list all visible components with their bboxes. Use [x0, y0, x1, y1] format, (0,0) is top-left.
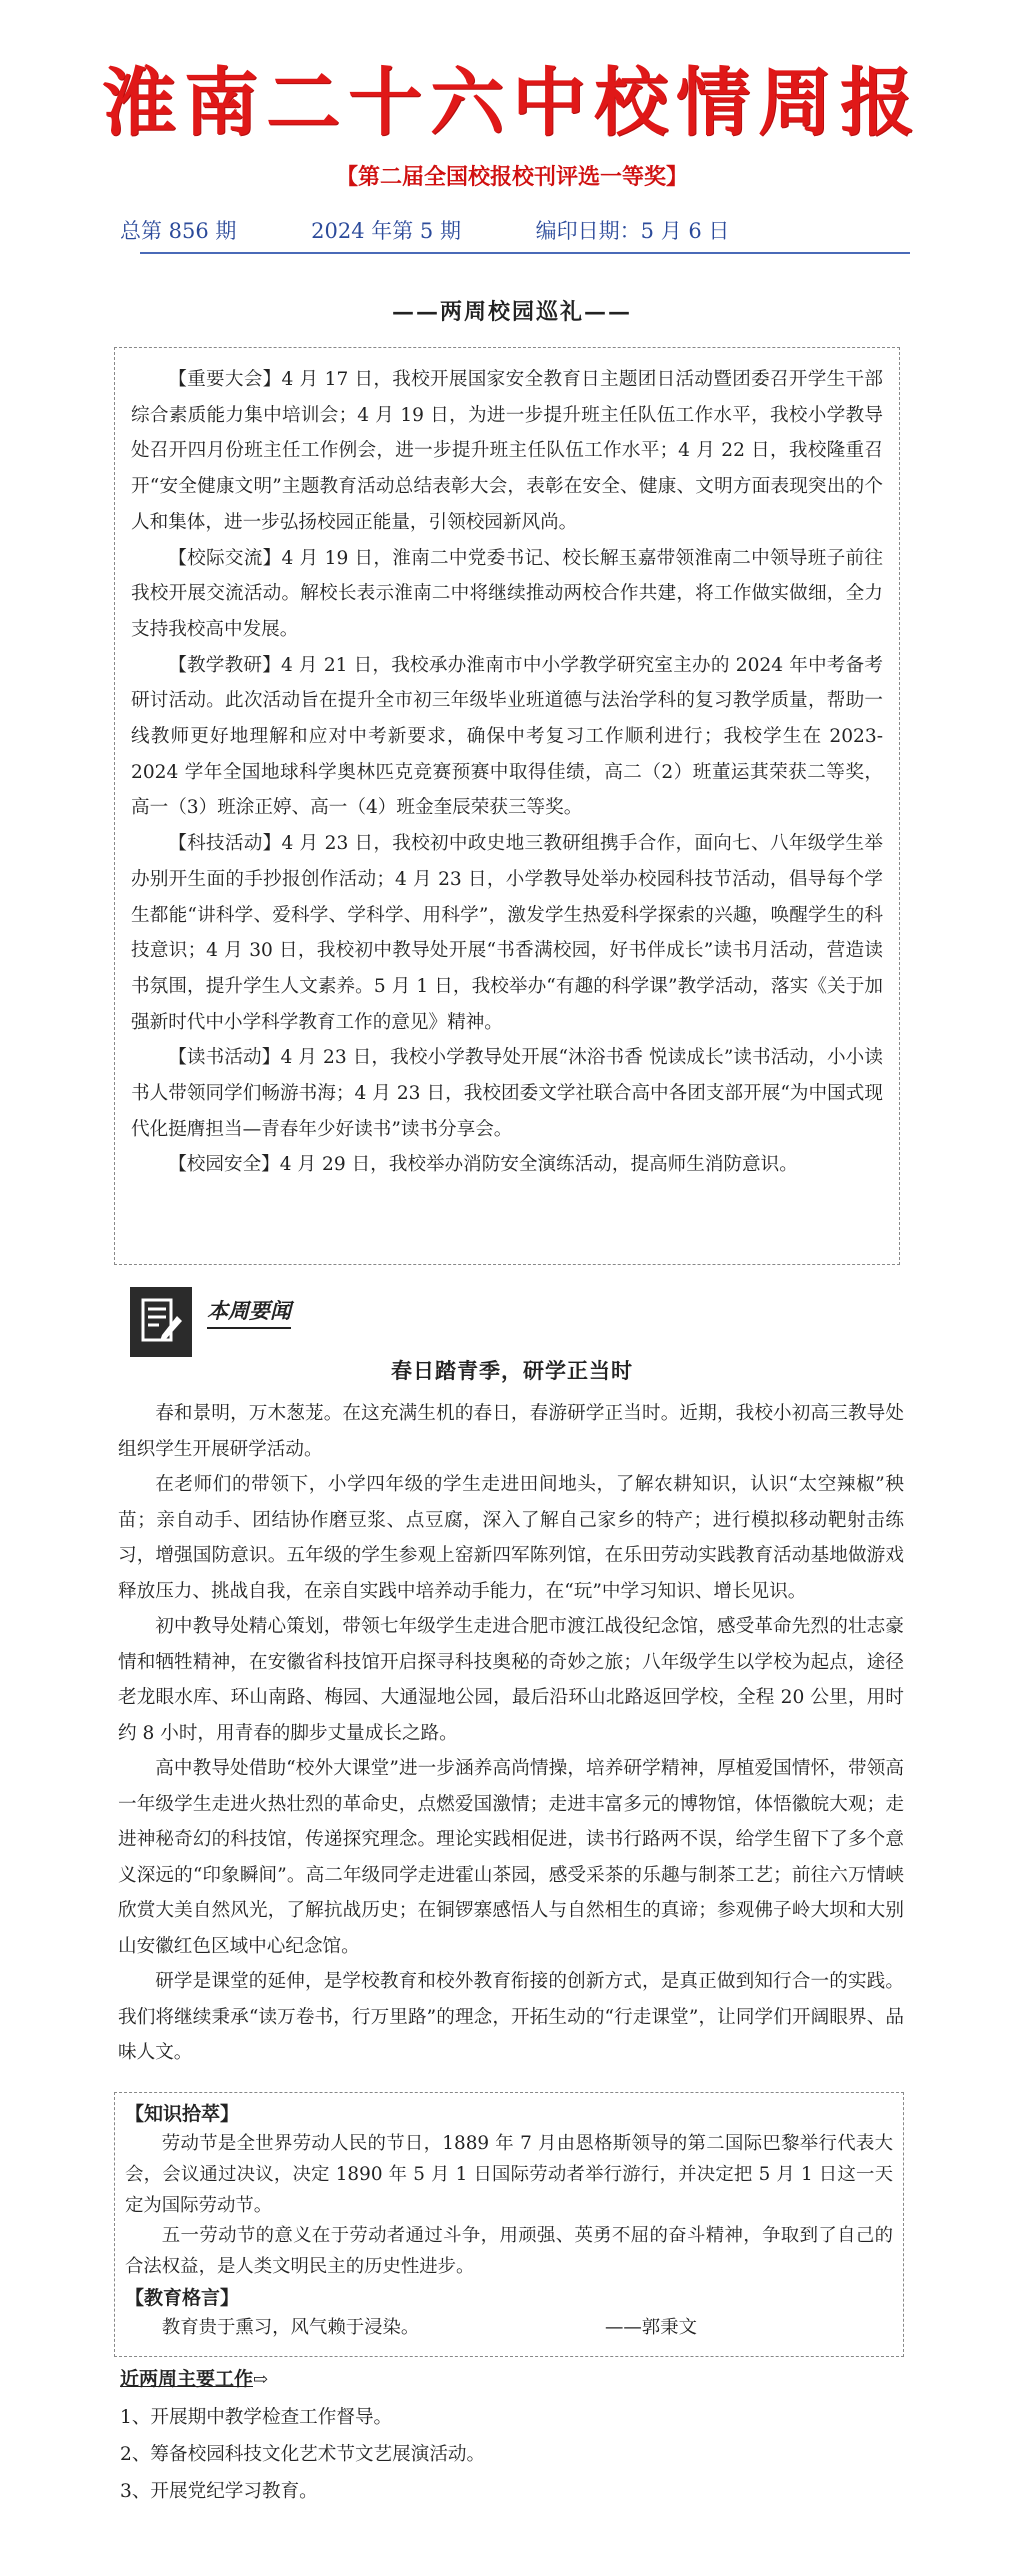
recent-works [120, 2364, 900, 2510]
motto-text: 教育贵于熏习，风气赖于浸染。 [161, 2316, 420, 2338]
education-motto [125, 2313, 893, 2343]
section-title-campus-tour: ——两周校园巡礼—— [391, 299, 632, 325]
issue-total: 总第 856 期 [120, 219, 237, 243]
knowledge-paragraph: 五一劳动节的意义在于劳动者通过斗争，用顽强、英勇不屈的奋斗精神，争取到了自己的合法权益，是人类文明民主的历史性进步。 [125, 2225, 893, 2278]
tour-paragraph: 【读书活动】4 月 23 日，我校小学教导处开展“沐浴书香 悦读成长”读书活动，小小读书人带领同学们畅游书海；4 月 23 日，我校团委文学社联合高中各团支部开展“为中国式现代化挺膺担当—青春年少好读书”读书分享会。 [131, 1047, 883, 1140]
column-label-weekly-news: 本周要闻 [207, 1295, 291, 1329]
knowledge-paragraph: 劳动节是全世界劳动人民的节日，1889 年 7 月由恩格斯领导的第二国际巴黎举行代表大会，会议通过决议，决定 1890 年 5 月 1 日国际劳动者举行游行，并决定把 5 月 1 日这一天定为国际劳动节。 [125, 2133, 893, 2216]
header-divider [140, 252, 910, 254]
document-pen-icon [139, 1296, 183, 1348]
motto-heading: 【教育格言】 [125, 2286, 240, 2309]
arrow-right-icon: ⇨ [253, 2369, 269, 2390]
issue-print-date: 编印日期：5 月 6 日 [535, 219, 730, 243]
article-paragraph: 初中教导处精心策划，带领七年级学生走进合肥市渡江战役纪念馆，感受革命先烈的壮志豪情和牺牲精神，在安徽省科技馆开启探寻科技奥秘的奇妙之旅；八年级学生以学校为起点，途径老龙眼水库、环山南路、梅园、大通湿地公园，最后沿环山北路返回学校，全程 20 公里，用时约 8 小时，用青春的脚步丈量成长之路。 [118, 1616, 904, 1744]
news-document-icon [130, 1287, 192, 1357]
article-title: 春日踏青季，研学正当时 [391, 1358, 633, 1383]
work-item: 2、筹备校园科技文化艺术节文艺展演活动。 [120, 2444, 486, 2465]
knowledge-box [114, 2092, 904, 2357]
article-paragraph: 研学是课堂的延伸，是学校教育和校外教育衔接的创新方式，是真正做到知行合一的实践。我们将继续秉承“读万卷书，行万里路”的理念，开拓生动的“行走课堂”，让同学们开阔眼界、品味人文。 [118, 1971, 904, 2063]
news-article [118, 1396, 904, 2071]
works-heading-text: 近两周主要工作 [120, 2368, 254, 2390]
works-heading [120, 2364, 900, 2391]
tour-paragraph: 【校际交流】4 月 19 日，淮南二中党委书记、校长解玉嘉带领淮南二中领导班子前往我校开展交流活动。解校长表示淮南二中将继续推动两校合作共建，将工作做实做细，全力支持我校高中发展。 [131, 547, 883, 640]
campus-tour-box [114, 347, 900, 1265]
masthead-title: 淮南二十六中校情周报 [102, 60, 922, 146]
work-item: 1、开展期中教学检查工作督导。 [120, 2407, 393, 2428]
tour-paragraph: 【教学教研】4 月 21 日，我校承办淮南市中小学教学研究室主办的 2024 年中考备考研讨活动。此次活动旨在提升全市初三年级毕业班道德与法治学科的复习教学质量，帮助一线教师更好地理解和应对中考新要求，确保中考复习工作顺利进行；我校学生在 2023-2024 学年全国地球科学奥林匹克竞赛预赛中取得佳绩，高二（2）班董运萁荣获二等奖，高一（3）班涂正婷、高一（4）班金奎辰荣获三等奖。 [131, 654, 883, 819]
knowledge-heading: 【知识拾萃】 [125, 2103, 240, 2125]
motto-author: ——郭秉文 [605, 2316, 697, 2338]
award-banner: 【第二届全国校报校刊评选一等奖】 [335, 165, 688, 190]
article-paragraph: 在老师们的带领下，小学四年级的学生走进田间地头，了解农耕知识，认识“太空辣椒”秧苗；亲自动手、团结协作磨豆浆、点豆腐，深入了解自己家乡的特产；进行模拟移动靶射击练习，增强国防意识。五年级的学生参观上窑新四军陈列馆，在乐田劳动实践教育活动基地做游戏释放压力、挑战自我，在亲自实践中培养动手能力，在“玩”中学习知识、增长见识。 [118, 1474, 904, 1602]
tour-paragraph: 【科技活动】4 月 23 日，我校初中政史地三教研组携手合作，面向七、八年级学生举办别开生面的手抄报创作活动；4 月 23 日，小学教导处举办校园科技节活动，倡导每个学生都能“讲科学、爱科学、学科学、用科学”，激发学生热爱科学探索的兴趣，唤醒学生的科技意识；4 月 30 日，我校初中教导处开展“书香满校园，好书伴成长”读书月活动，营造读书氛围，提升学生人文素养。5 月 1 日，我校举办“有趣的科学课”教学活动，落实《关于加强新时代中小学科学教育工作的意见》精神。 [131, 833, 883, 1033]
work-item: 3、开展党纪学习教育。 [120, 2481, 318, 2502]
tour-paragraph: 【校园安全】4 月 29 日，我校举办消防安全演练活动，提高师生消防意识。 [168, 1154, 798, 1176]
issue-info [120, 215, 920, 245]
issue-year: 2024 年第 5 期 [311, 219, 461, 243]
article-paragraph: 高中教导处借助“校外大课堂”进一步涵养高尚情操，培养研学精神，厚植爱国情怀，带领高一年级学生走进火热壮烈的革命史，点燃爱国激情；走进丰富多元的博物馆，体悟徽皖大观；走进神秘奇幻的科技馆，传递探究理念。理论实践相促进，读书行路两不误，给学生留下了多个意义深远的“印象瞬间”。高二年级同学走进霍山茶园，感受采茶的乐趣与制茶工艺；前往六万情峡欣赏大美自然风光，了解抗战历史；在铜锣寨感悟人与自然相生的真谛；参观佛子岭大坝和大别山安徽红色区域中心纪念馆。 [118, 1758, 904, 1957]
article-paragraph: 春和景明，万木葱茏。在这充满生机的春日，春游研学正当时。近期，我校小初高三教导处组织学生开展研学活动。 [118, 1403, 904, 1460]
tour-paragraph: 【重要大会】4 月 17 日，我校开展国家安全教育日主题团日活动暨团委召开学生干部综合素质能力集中培训会；4 月 19 日，为进一步提升班主任队伍工作水平，我校小学教导处召开四月份班主任工作例会，进一步提升班主任队伍工作水平；4 月 22 日，我校隆重召开“安全健康文明”主题教育活动总结表彰大会，表彰在安全、健康、文明方面表现突出的个人和集体，进一步弘扬校园正能量，引领校园新风尚。 [131, 369, 883, 533]
